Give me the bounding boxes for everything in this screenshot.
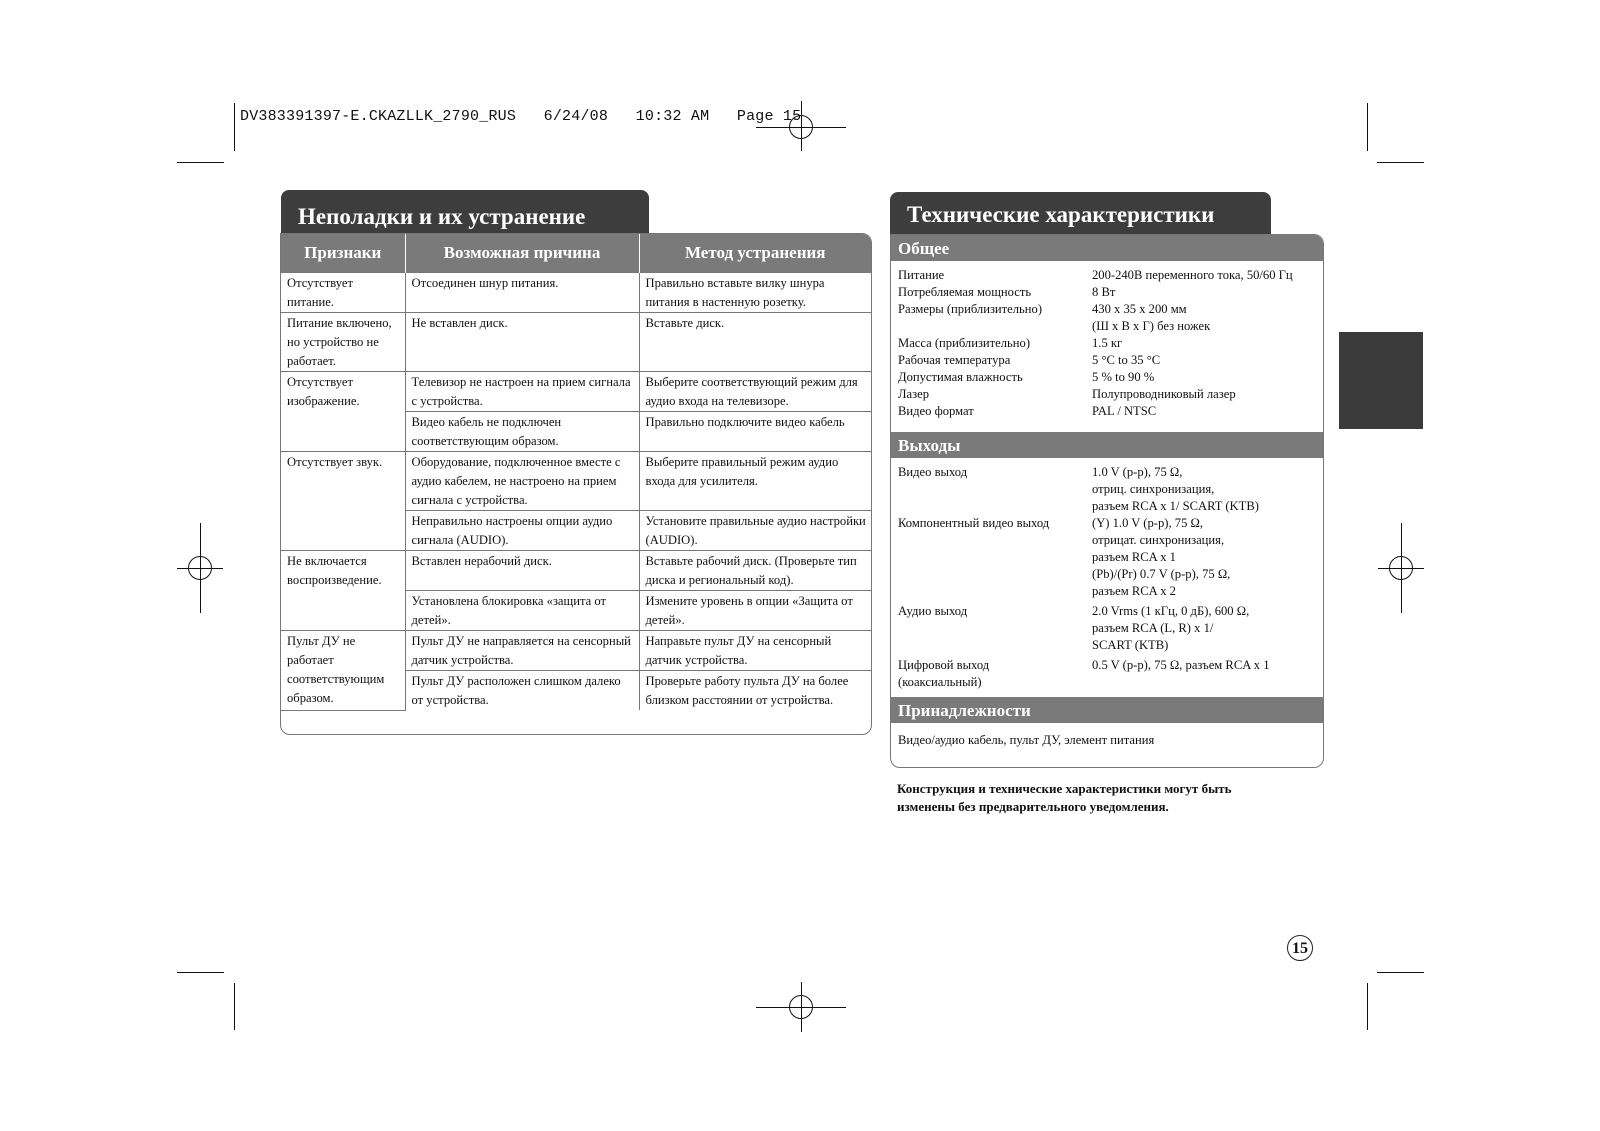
spec-row	[898, 603, 1317, 654]
spec-key: Компонентный видео выход	[898, 516, 1050, 530]
fix-cell: Выберите соответствующий режим для аудио входа на телевизоре.	[639, 372, 871, 412]
symptom-cell: Отсутствует звук.	[281, 452, 405, 551]
spec-row	[898, 464, 1317, 515]
fix-cell: Направьте пульт ДУ на сенсорный датчик устройства.	[639, 631, 871, 671]
spec-row	[898, 369, 1317, 386]
spec-key: Видео выход	[898, 465, 968, 479]
spec-key: Аудио выход	[898, 604, 968, 618]
spec-key: Допустимая влажность	[898, 370, 1023, 384]
spec-value	[1092, 464, 1317, 515]
column-header-symptoms: Признаки	[281, 234, 405, 273]
spec-value: 0.5 V (p-p), 75 Ω, разъем RCA x 1	[1092, 658, 1270, 672]
fix-cell: Правильно вставьте вилку шнура питания в настенную розетку.	[639, 273, 871, 313]
spec-row	[898, 403, 1317, 420]
spec-key: Питание	[898, 268, 945, 282]
spec-row	[898, 335, 1317, 352]
note-line: изменены без предварительного уведомления.	[897, 799, 1169, 814]
spec-row	[898, 515, 1317, 600]
table-row	[281, 631, 871, 671]
fix-cell: Измените уровень в опции «Защита от детей».	[639, 591, 871, 631]
spec-key-line: Цифровой выход	[898, 658, 990, 672]
symptom-cell: Пульт ДУ не работает соответствующим образом.	[281, 631, 405, 711]
troubleshooting-title: Неполадки и их устранение	[281, 190, 649, 238]
cause-cell: Оборудование, подключенное вместе с аудио кабелем, не настроено на прием сигнала с устройства.	[405, 452, 639, 511]
spec-value-line: (Pb)/(Pr) 0.7 V (p-p), 75 Ω,	[1092, 567, 1231, 581]
general-specs-list	[891, 261, 1323, 426]
spec-value	[1092, 515, 1317, 600]
symptom-cell: Отсутствует изображение.	[281, 372, 405, 452]
cause-cell: Пульт ДУ не направляется на сенсорный датчик устройства.	[405, 631, 639, 671]
cause-cell: Пульт ДУ расположен слишком далеко от устройства.	[405, 671, 639, 711]
fix-cell: Правильно подключите видео кабель	[639, 412, 871, 452]
table-row	[281, 551, 871, 591]
spec-value-line: 1.0 V (p-p), 75 Ω,	[1092, 465, 1183, 479]
side-thumb-tab	[1339, 332, 1423, 429]
section-heading-accessories: Принадлежности	[891, 697, 1323, 723]
cause-cell: Вставлен нерабочий диск.	[405, 551, 639, 591]
outputs-specs-list	[891, 458, 1323, 697]
print-slug: DV383391397-E.CKAZLLK_2790_RUS 6/24/08 10:32 AM Page 15	[240, 108, 802, 125]
spec-value	[1092, 301, 1317, 335]
spec-key: Размеры (приблизительно)	[898, 302, 1043, 316]
spec-row	[898, 352, 1317, 369]
spec-row	[898, 386, 1317, 403]
table-header-row	[281, 234, 871, 273]
fix-cell: Проверьте работу пульта ДУ на более близком расстоянии от устройства.	[639, 671, 871, 711]
table-row	[281, 372, 871, 412]
accessories-text: Видео/аудио кабель, пульт ДУ, элемент питания	[898, 733, 1155, 747]
spec-value: 5 % to 90 %	[1092, 370, 1155, 384]
spec-value-line: разъем RCA x 1	[1092, 550, 1176, 564]
specs-title: Технические характеристики	[890, 192, 1271, 236]
spec-value-line: 430 x 35 x 200 мм	[1092, 302, 1187, 316]
spec-value-line: разъем RCA x 1/ SCART (KTB)	[1092, 499, 1259, 513]
fix-cell: Вставьте диск.	[639, 313, 871, 372]
cause-cell: Отсоединен шнур питания.	[405, 273, 639, 313]
spec-row	[898, 267, 1317, 284]
symptom-cell: Отсутствует питание.	[281, 273, 405, 313]
fix-cell: Вставьте рабочий диск. (Проверьте тип диска и региональный код).	[639, 551, 871, 591]
spec-value-line: (Y) 1.0 V (p-p), 75 Ω,	[1092, 516, 1204, 530]
spec-key: Масса (приблизительно)	[898, 336, 1031, 350]
troubleshooting-table	[281, 234, 871, 711]
section-heading-general: Общее	[891, 235, 1323, 261]
spec-key: Потребляемая мощность	[898, 285, 1032, 299]
table-row	[281, 313, 871, 372]
cause-cell: Не вставлен диск.	[405, 313, 639, 372]
table-row	[281, 273, 871, 313]
spec-value-line: 2.0 Vrms (1 кГц, 0 дБ), 600 Ω,	[1092, 604, 1250, 618]
spec-value: PAL / NTSC	[1092, 404, 1157, 418]
specs-panel	[890, 234, 1324, 768]
column-header-fix: Метод устранения	[639, 234, 871, 273]
spec-value: 8 Вт	[1092, 285, 1116, 299]
symptom-cell: Питание включено, но устройство не работает.	[281, 313, 405, 372]
spec-value: 5 °C to 35 °C	[1092, 353, 1161, 367]
section-heading-outputs: Выходы	[891, 432, 1323, 458]
spec-value-line: отриц. синхронизация,	[1092, 482, 1215, 496]
spec-key: Видео формат	[898, 404, 974, 418]
spec-value: 200-240В переменного тока, 50/60 Гц	[1092, 268, 1293, 282]
fix-cell: Выберите правильный режим аудио входа для усилителя.	[639, 452, 871, 511]
spec-value-line: SCART (KTB)	[1092, 638, 1169, 652]
spec-key	[898, 657, 1092, 691]
cause-cell: Телевизор не настроен на прием сигнала с устройства.	[405, 372, 639, 412]
spec-key: Рабочая температура	[898, 353, 1011, 367]
spec-row	[898, 657, 1317, 691]
spec-value: 1.5 кг	[1092, 336, 1123, 350]
note-line: Конструкция и технические характеристики могут быть	[897, 781, 1232, 796]
spec-value-line: отрицат. синхронизация,	[1092, 533, 1225, 547]
cause-cell: Неправильно настроены опции аудио сигнала (AUDIO).	[405, 511, 639, 551]
troubleshooting-table-panel	[280, 233, 872, 735]
spec-value-line: разъем RCA x 2	[1092, 584, 1176, 598]
symptom-cell: Не включается воспроизведение.	[281, 551, 405, 631]
cause-cell: Установлена блокировка «защита от детей».	[405, 591, 639, 631]
spec-row	[898, 301, 1317, 335]
spec-value	[1092, 603, 1317, 654]
page-number: 15	[1287, 935, 1313, 961]
cause-cell: Видео кабель не подключен соответствующим образом.	[405, 412, 639, 452]
fix-cell: Установите правильные аудио настройки (AUDIO).	[639, 511, 871, 551]
specs-change-note	[897, 780, 1337, 816]
column-header-cause: Возможная причина	[405, 234, 639, 273]
spec-row	[898, 284, 1317, 301]
spec-key: Лазер	[898, 387, 929, 401]
spec-value-line: разъем RCA (L, R) x 1/	[1092, 621, 1214, 635]
spec-value: Полупроводниковый лазер	[1092, 387, 1236, 401]
table-row	[281, 452, 871, 511]
spec-key-line: (коаксиальный)	[898, 675, 982, 689]
spec-value-line: (Ш x В x Г) без ножек	[1092, 319, 1211, 333]
